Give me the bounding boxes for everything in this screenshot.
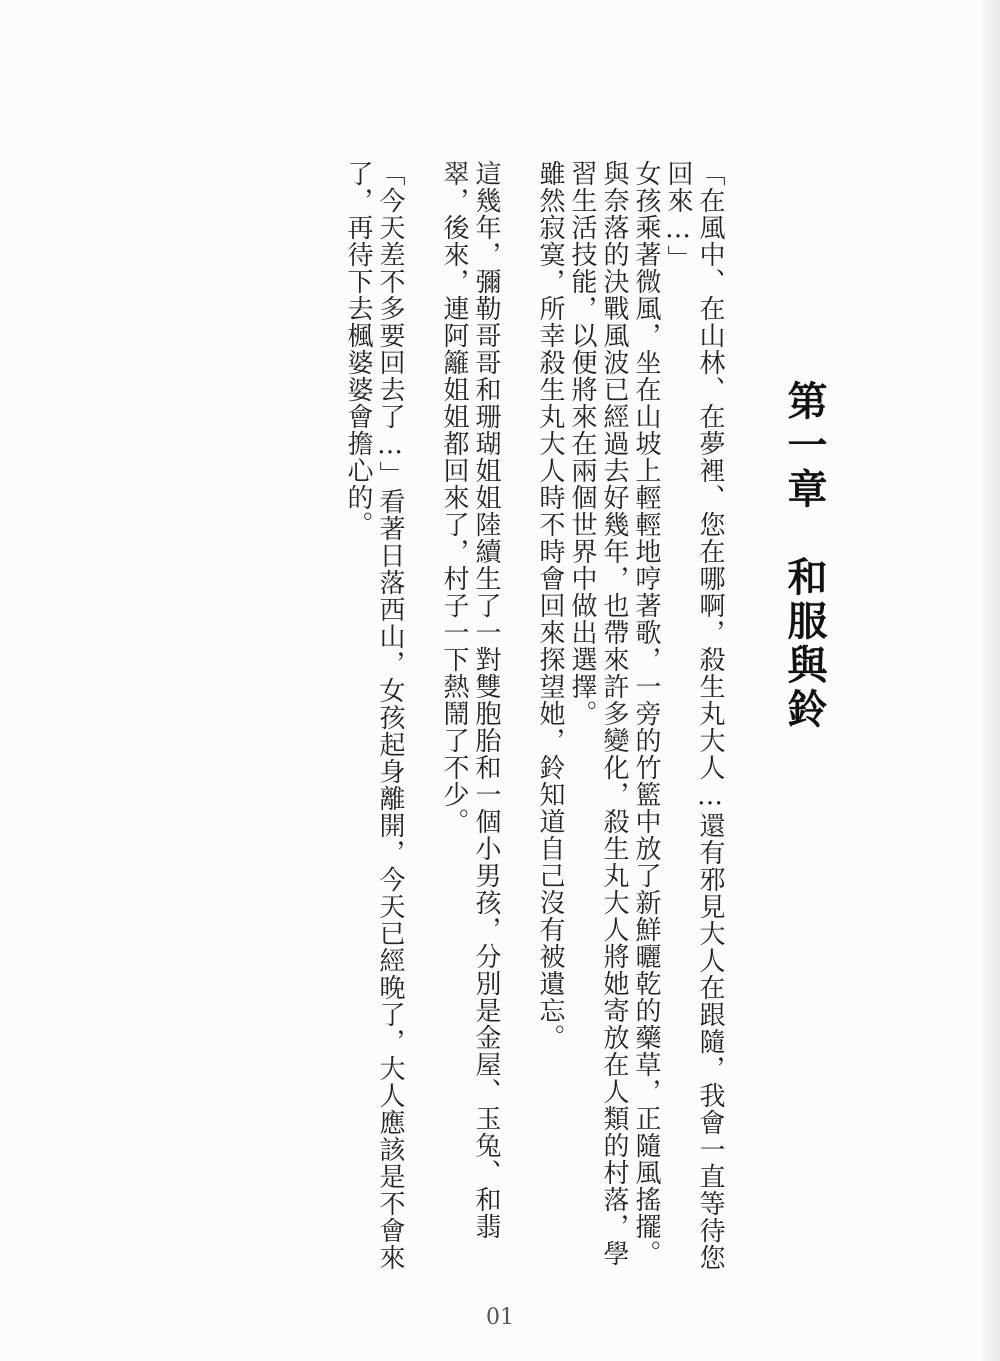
page-number: 01 bbox=[486, 1305, 514, 1330]
paragraph-6: 「今天差不多要回去了…」看著日落西山，女孩起身離開，今天已經晚了，大人應該是不會來了，再待下去楓婆婆會擔心的。 bbox=[343, 160, 405, 1271]
paragraph-5: 這幾年，彌勒哥哥和珊瑚姐姐陸續生了一對雙胞胎和一個小男孩，分別是金屋、玉兔、和翡翠，後來，連阿籬姐姐都回來了，村子一下熱鬧了不少。 bbox=[439, 160, 501, 1240]
chapter-title: 第一章 和服與鈴 bbox=[781, 380, 827, 732]
page-edge-shadow bbox=[982, 0, 1000, 1361]
paragraph-3: 與奈落的決戰風波已經過去好幾年，也帶來許多變化，殺生丸大人將她寄放在人類的村落，學習生活技能，以便將來在兩個世界中做出選擇。 bbox=[567, 160, 629, 1267]
paragraph-1: 「在風中、在山林、在夢裡、您在哪啊，殺生丸大人…還有邪見大人在跟隨，我會一直等待您回來…」 bbox=[663, 160, 725, 1271]
paragraph-4: 雖然寂寞，所幸殺生丸大人時不時會回來探望她，鈴知道自己沒有被遺忘。 bbox=[535, 160, 565, 1051]
paragraph-2: 女孩乘著微風，坐在山坡上輕輕地哼著歌，一旁的竹籃中放了新鮮曬乾的藥草，正隨風搖擺。 bbox=[631, 160, 661, 1267]
vertical-text-body bbox=[310, 160, 827, 1280]
